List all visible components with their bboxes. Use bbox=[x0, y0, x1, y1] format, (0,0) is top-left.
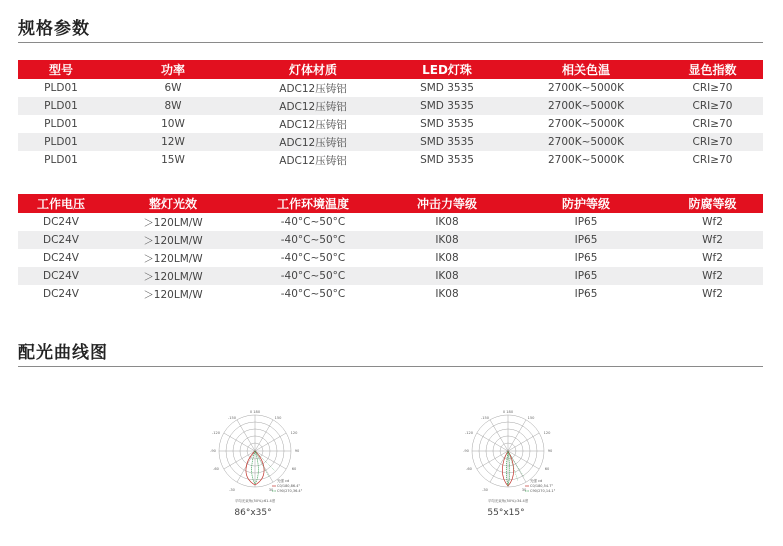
angle-label-bottom-right: 30 bbox=[268, 488, 274, 492]
table-cell: IP65 bbox=[510, 231, 662, 249]
table-cell: -40°C~50°C bbox=[242, 267, 384, 285]
table-cell: SMD 3535 bbox=[384, 79, 510, 97]
column-header: 冲击力等级 bbox=[384, 194, 510, 213]
legend-c0: C0/180,86.4° bbox=[277, 484, 301, 488]
table-cell: CRI≥70 bbox=[662, 133, 763, 151]
table-cell: 6W bbox=[104, 79, 242, 97]
table-row bbox=[18, 231, 763, 249]
spec-table-2 bbox=[18, 194, 763, 303]
angle-label-mid-right: 120 bbox=[290, 431, 298, 435]
table-cell: Wf2 bbox=[662, 267, 763, 285]
column-header: 型号 bbox=[18, 60, 104, 79]
table-cell: IK08 bbox=[384, 249, 510, 267]
table-row bbox=[18, 133, 763, 151]
table-cell: IP65 bbox=[510, 249, 662, 267]
spec-section-title: 规格参数 bbox=[18, 19, 90, 39]
legend-title: 光强 cd bbox=[277, 479, 290, 483]
angle-label-mid-right: 120 bbox=[543, 431, 551, 435]
table-cell: Wf2 bbox=[662, 285, 763, 303]
column-header: 功率 bbox=[104, 60, 242, 79]
table-cell: 15W bbox=[104, 151, 242, 169]
table-cell: IK08 bbox=[384, 213, 510, 231]
table-cell: ＞120LM/W bbox=[104, 267, 242, 285]
angle-label-top: 0 180 bbox=[502, 410, 514, 414]
table-cell: ＞120LM/W bbox=[104, 213, 242, 231]
table-cell: -40°C~50°C bbox=[242, 249, 384, 267]
table-row bbox=[18, 213, 763, 231]
curve-section-divider bbox=[18, 366, 763, 367]
angle-label-top: 0 180 bbox=[249, 410, 261, 414]
table-cell: SMD 3535 bbox=[384, 115, 510, 133]
table-cell: CRI≥70 bbox=[662, 79, 763, 97]
legend-c90: C90/270,36.4° bbox=[277, 489, 303, 493]
table-cell: 2700K~5000K bbox=[510, 97, 662, 115]
table-row bbox=[18, 115, 763, 133]
table-cell: IP65 bbox=[510, 267, 662, 285]
table-row bbox=[18, 285, 763, 303]
table-cell: -40°C~50°C bbox=[242, 213, 384, 231]
column-header: 工作环境温度 bbox=[242, 194, 384, 213]
angle-label-upper-left: -150 bbox=[227, 416, 237, 420]
column-header: LED灯珠 bbox=[384, 60, 510, 79]
angle-label-mid-left: -120 bbox=[464, 431, 474, 435]
table-cell: IP65 bbox=[510, 213, 662, 231]
spec-table-1 bbox=[18, 60, 763, 169]
table-cell: ＞120LM/W bbox=[104, 231, 242, 249]
table-row bbox=[18, 151, 763, 169]
spec-section-divider bbox=[18, 42, 763, 43]
angle-label-lower-left: -60 bbox=[466, 467, 472, 471]
table-cell: PLD01 bbox=[18, 133, 104, 151]
table-cell: ADC12压铸铝 bbox=[242, 97, 384, 115]
table-cell: IK08 bbox=[384, 267, 510, 285]
table-cell: CRI≥70 bbox=[662, 151, 763, 169]
angle-label-upper-left: -150 bbox=[480, 416, 490, 420]
table-cell: ＞120LM/W bbox=[104, 249, 242, 267]
table-row bbox=[18, 97, 763, 115]
table-cell: ADC12压铸铝 bbox=[242, 133, 384, 151]
table-cell: 2700K~5000K bbox=[510, 151, 662, 169]
table-cell: DC24V bbox=[18, 285, 104, 303]
table-cell: -40°C~50°C bbox=[242, 285, 384, 303]
table-row bbox=[18, 249, 763, 267]
table-cell: -40°C~50°C bbox=[242, 231, 384, 249]
legend-c90: C90/270,14.1° bbox=[530, 489, 556, 493]
angle-label-lower-right: 60 bbox=[544, 467, 550, 471]
column-header: 灯体材质 bbox=[242, 60, 384, 79]
angle-label-lower-left: -60 bbox=[213, 467, 219, 471]
light-distribution-curve-2 bbox=[458, 405, 558, 513]
table-cell: DC24V bbox=[18, 213, 104, 231]
table-cell: PLD01 bbox=[18, 151, 104, 169]
table-cell: CRI≥70 bbox=[662, 97, 763, 115]
table-cell: ＞120LM/W bbox=[104, 285, 242, 303]
legend-c0: C0/180,54.7° bbox=[530, 484, 554, 488]
spec-table-2-header bbox=[18, 194, 763, 213]
angle-label-left: -90 bbox=[463, 449, 469, 453]
table-cell: Wf2 bbox=[662, 249, 763, 267]
beam-angle-note: 平均光束角(50%):61.4度 bbox=[234, 499, 276, 503]
beam-angle-note: 平均光束角(50%):34.4度 bbox=[487, 499, 529, 503]
table-cell: 2700K~5000K bbox=[510, 115, 662, 133]
table-cell: PLD01 bbox=[18, 97, 104, 115]
curve-1-caption: 86°x35° bbox=[234, 508, 272, 518]
table-cell: SMD 3535 bbox=[384, 151, 510, 169]
legend-title: 光强 cd bbox=[530, 479, 543, 483]
column-header: 工作电压 bbox=[18, 194, 104, 213]
column-header: 防护等级 bbox=[510, 194, 662, 213]
table-cell: 10W bbox=[104, 115, 242, 133]
column-header: 整灯光效 bbox=[104, 194, 242, 213]
angle-label-mid-left: -120 bbox=[211, 431, 221, 435]
angle-label-upper-right: 150 bbox=[274, 416, 282, 420]
table-cell: IK08 bbox=[384, 285, 510, 303]
table-cell: ADC12压铸铝 bbox=[242, 151, 384, 169]
table-row bbox=[18, 267, 763, 285]
table-cell: DC24V bbox=[18, 231, 104, 249]
table-cell: 8W bbox=[104, 97, 242, 115]
table-cell: IK08 bbox=[384, 231, 510, 249]
angle-label-upper-right: 150 bbox=[527, 416, 535, 420]
table-cell: IP65 bbox=[510, 285, 662, 303]
table-cell: ADC12压铸铝 bbox=[242, 79, 384, 97]
table-cell: 12W bbox=[104, 133, 242, 151]
spec-table-1-header bbox=[18, 60, 763, 79]
table-cell: 2700K~5000K bbox=[510, 133, 662, 151]
angle-label-right: 90 bbox=[547, 449, 553, 453]
table-cell: 2700K~5000K bbox=[510, 79, 662, 97]
table-cell: DC24V bbox=[18, 249, 104, 267]
table-cell: SMD 3535 bbox=[384, 133, 510, 151]
angle-label-bottom-right: 30 bbox=[521, 488, 527, 492]
curve-section-title: 配光曲线图 bbox=[18, 343, 108, 363]
table-cell: ADC12压铸铝 bbox=[242, 115, 384, 133]
light-distribution-curve-1 bbox=[205, 405, 305, 513]
angle-label-left: -90 bbox=[210, 449, 216, 453]
table-row bbox=[18, 79, 763, 97]
table-cell: Wf2 bbox=[662, 213, 763, 231]
table-cell: SMD 3535 bbox=[384, 97, 510, 115]
angle-label-bottom-left: -30 bbox=[229, 488, 235, 492]
table-cell: Wf2 bbox=[662, 231, 763, 249]
column-header: 相关色温 bbox=[510, 60, 662, 79]
angle-label-lower-right: 60 bbox=[291, 467, 297, 471]
angle-label-right: 90 bbox=[294, 449, 300, 453]
table-cell: CRI≥70 bbox=[662, 115, 763, 133]
table-cell: PLD01 bbox=[18, 115, 104, 133]
curve-2-caption: 55°x15° bbox=[487, 508, 525, 518]
column-header: 显色指数 bbox=[662, 60, 763, 79]
column-header: 防腐等级 bbox=[662, 194, 763, 213]
angle-label-bottom-left: -30 bbox=[482, 488, 488, 492]
table-cell: PLD01 bbox=[18, 79, 104, 97]
table-cell: DC24V bbox=[18, 267, 104, 285]
